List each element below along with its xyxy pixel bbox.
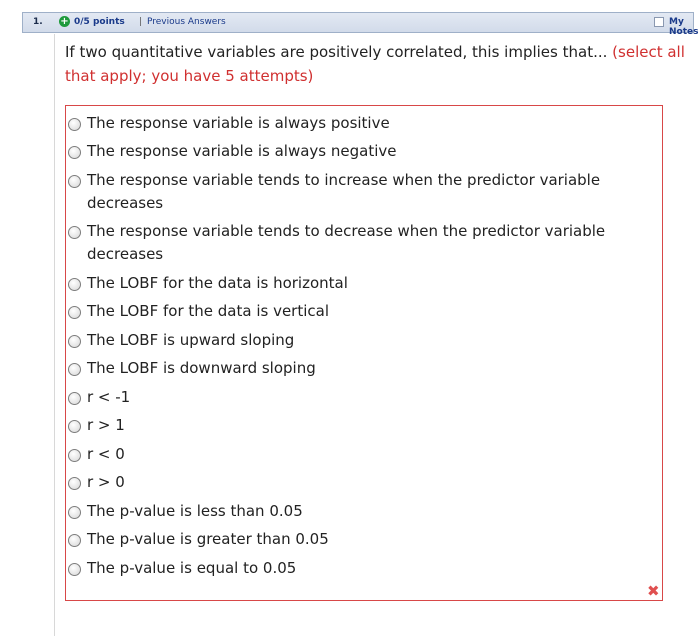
answer-option[interactable] (68, 414, 648, 437)
answer-option[interactable] (68, 500, 648, 523)
answer-option[interactable] (68, 386, 648, 409)
answer-option[interactable] (68, 471, 648, 494)
option-label: The p-value is greater than 0.05 (87, 530, 329, 548)
answer-option[interactable] (68, 140, 648, 163)
option-checkbox[interactable] (68, 506, 81, 519)
header-separator: | (139, 17, 143, 27)
option-checkbox[interactable] (68, 118, 81, 131)
option-checkbox[interactable] (68, 392, 81, 405)
my-notes-link[interactable]: My Notes (669, 17, 699, 37)
question-instruction: (select all that apply; you have 5 attempts) (65, 43, 685, 85)
question-prompt (65, 40, 685, 88)
option-label: The response variable is always negative (87, 142, 397, 160)
option-label: r > 1 (87, 416, 125, 434)
option-label: The LOBF for the data is horizontal (87, 274, 348, 292)
option-label: The LOBF is upward sloping (87, 331, 295, 349)
option-label: The response variable tends to decrease when the predictor variable decreases (87, 222, 606, 263)
option-label: r > 0 (87, 473, 125, 491)
option-label: The LOBF for the data is vertical (87, 302, 329, 320)
option-label: The LOBF is downward sloping (87, 359, 316, 377)
plus-circle-icon[interactable]: + (60, 16, 69, 27)
question-header-bar (22, 12, 699, 37)
incorrect-x-icon: ✖ (647, 582, 660, 600)
option-checkbox[interactable] (68, 175, 81, 188)
answer-option[interactable] (68, 112, 648, 135)
option-label: The p-value is less than 0.05 (87, 502, 303, 520)
option-checkbox[interactable] (68, 335, 81, 348)
answer-option[interactable] (68, 357, 648, 380)
option-checkbox[interactable] (68, 226, 81, 239)
answer-option[interactable] (68, 443, 648, 466)
option-label: The response variable tends to increase when the predictor variable decreases (87, 171, 601, 212)
answer-option[interactable] (68, 272, 648, 295)
option-label: r < 0 (87, 445, 125, 463)
my-notes-checkbox[interactable] (654, 17, 664, 27)
option-label: The p-value is equal to 0.05 (87, 559, 297, 577)
option-checkbox[interactable] (68, 477, 81, 490)
option-checkbox[interactable] (68, 146, 81, 159)
option-checkbox[interactable] (68, 420, 81, 433)
previous-answers-link[interactable]: Previous Answers (147, 17, 226, 27)
answer-option[interactable] (68, 329, 648, 352)
option-checkbox[interactable] (68, 563, 81, 576)
option-checkbox[interactable] (68, 449, 81, 462)
question-number: 1. (33, 17, 43, 27)
answer-option[interactable] (68, 557, 648, 580)
answer-option[interactable] (68, 220, 648, 266)
answer-option[interactable] (68, 169, 648, 215)
option-checkbox[interactable] (68, 363, 81, 376)
option-label: The response variable is always positive (87, 114, 390, 132)
answer-option[interactable] (68, 300, 648, 323)
option-checkbox[interactable] (68, 534, 81, 547)
answer-option[interactable] (68, 528, 648, 551)
option-checkbox[interactable] (68, 306, 81, 319)
option-label: r < -1 (87, 388, 131, 406)
option-checkbox[interactable] (68, 278, 81, 291)
question-text: If two quantitative variables are positively correlated, this implies that... (65, 43, 608, 61)
points-score: 0/5 points (74, 17, 125, 27)
